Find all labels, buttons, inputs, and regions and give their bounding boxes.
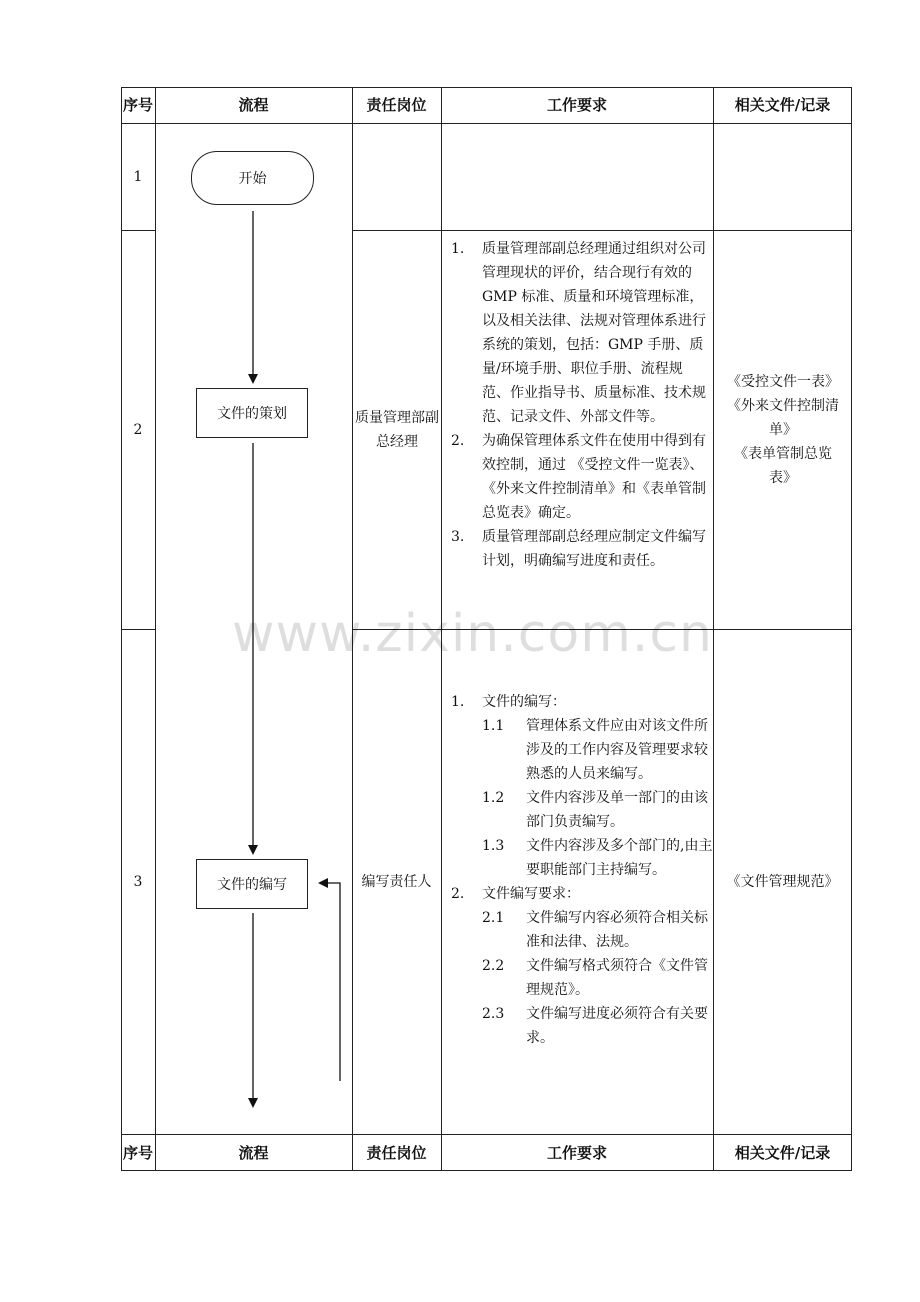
req-item: 1. 文件的编写： [451, 694, 566, 710]
footer-header-flow: 流程 [238, 1143, 269, 1162]
header-role: 责任岗位 [366, 96, 427, 114]
related-doc: 《表单管制总览表》 [734, 445, 832, 486]
row3-related-docs: 《文件管理规范》 [726, 873, 839, 890]
row2-related-docs [714, 230, 852, 629]
row-number-1: 1 [133, 168, 143, 185]
row-number-3: 3 [133, 873, 143, 890]
footer-header-requirements: 工作要求 [546, 1143, 607, 1162]
req-subitem: 2.3 文件编写进度必须符合有关要求。 [482, 1006, 708, 1046]
footer-header-related-docs: 相关文件/记录 [734, 1143, 831, 1162]
header-requirements: 工作要求 [546, 96, 607, 114]
watermark: www.zixin.com.cn [232, 604, 713, 664]
footer-header-role: 责任岗位 [366, 1143, 427, 1162]
footer-header-no: 序号 [122, 1143, 153, 1162]
row3-requirements [442, 690, 714, 1050]
row2-requirements [442, 237, 710, 573]
row-number-2: 2 [133, 421, 143, 438]
related-doc: 《外来文件控制清单》 [727, 397, 839, 438]
req-subitem: 2.2 文件编写格式须符合《文件管理规范》。 [482, 958, 708, 998]
req-subitem: 1.3 文件内容涉及多个部门的,由主要职能部门主持编写。 [482, 838, 713, 878]
req-subitem: 1.2 文件内容涉及单一部门的由该部门负责编写。 [482, 790, 708, 830]
req-item: 1. 质量管理部副总经理通过组织对公司管理现状的评价，结合现行有效的GMP 标准、质量和环境管理标准，以及相关法律、法规对管理体系进行系统的策划，包括：GMP 手册、质量/环境手册、职位手册、流程规范、作业指导书、质量标准、技术规范、记录文件、外部文件等。 [451, 241, 706, 425]
header-no: 序号 [122, 96, 153, 114]
req-item: 2. 为确保管理体系文件在使用中得到有效控制，通过 《受控文件一览表》、《外来文件控制清单》和《表单管制总览表》确定。 [451, 433, 706, 521]
related-doc: 《受控文件一表》 [727, 373, 839, 390]
flow-start-label: 开始 [238, 171, 267, 187]
req-item: 3. 质量管理部副总经理应制定文件编写计划，明确编写进度和责任。 [451, 529, 706, 569]
header-related-docs: 相关文件/记录 [734, 96, 831, 114]
flow-planning-label: 文件的策划 [217, 406, 287, 422]
flow-writing-label: 文件的编写 [217, 877, 287, 893]
req-item: 2. 文件编写要求： [451, 886, 580, 902]
req-subitem: 1.1 管理体系文件应由对该文件所涉及的工作内容及管理要求较熟悉的人员来编写。 [482, 718, 708, 782]
row3-role: 编写责任人 [361, 873, 432, 890]
arrow-feedback-loop [320, 883, 340, 1081]
row2-role: 质量管理部副总经理 [355, 409, 439, 450]
header-flow: 流程 [238, 96, 269, 114]
req-subitem: 2.1 文件编写内容必须符合相关标准和法律、法规。 [482, 910, 708, 950]
